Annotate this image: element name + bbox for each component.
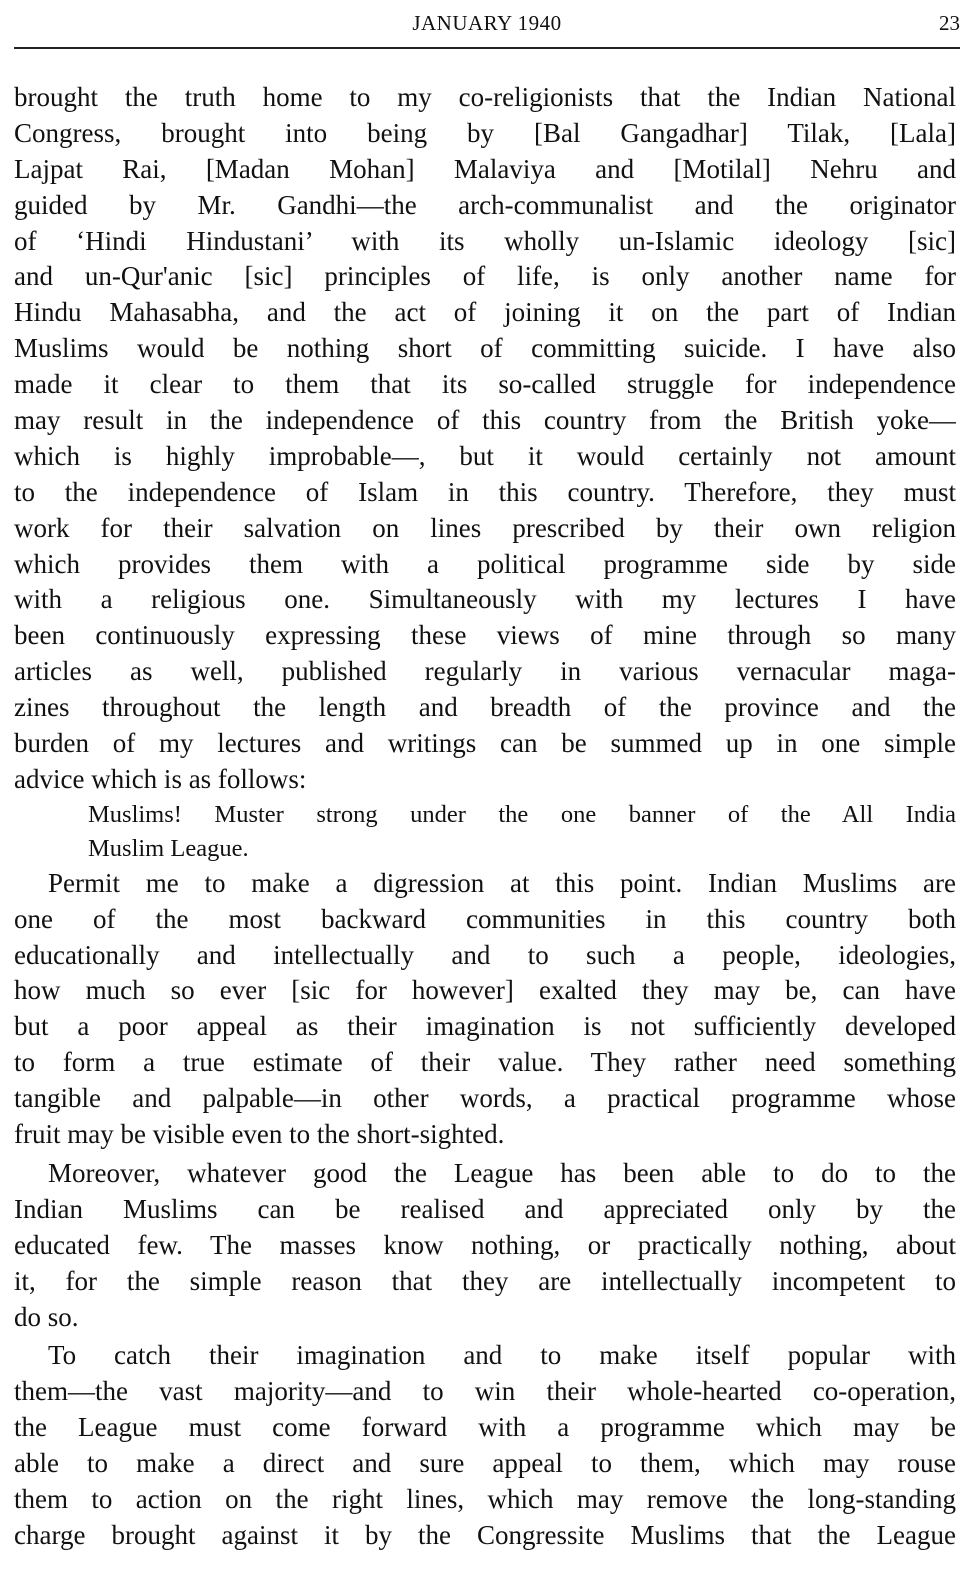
paragraph-2: [14, 866, 956, 1153]
header-rule: [14, 47, 960, 49]
text-line: one of the most backward communities in this country both: [14, 903, 956, 934]
text-line: how much so ever [sic for however] exalted they may be, can have: [14, 975, 956, 1006]
text-line: advice which is as follows:: [14, 763, 307, 794]
page-number: 23: [939, 11, 960, 35]
text-line: but a poor appeal as their imagination is not sufficiently developed: [14, 1011, 956, 1042]
text-line: with a religious one. Simultaneously with my lectures I have: [14, 584, 956, 615]
text-line: Lajpat Rai, [Madan Mohan] Malaviya and [Motilal] Nehru and: [14, 153, 956, 184]
text-line: articles as well, published regularly in various vernacular maga-: [14, 656, 956, 687]
text-line: tangible and palpable—in other words, a practical programme whose: [14, 1083, 956, 1114]
text-line: fruit may be visible even to the short-sighted.: [14, 1119, 505, 1150]
text-line: educationally and intellectually and to such a people, ideologies,: [14, 939, 956, 970]
text-line: educated few. The masses know nothing, or practically nothing, about: [14, 1229, 956, 1260]
text-line: To catch their imagination and to make itself popular with: [48, 1340, 956, 1371]
block-quote: [14, 798, 956, 866]
text-line: charge brought against it by the Congressite Muslims that the League: [14, 1519, 956, 1550]
text-line: brought the truth home to my co-religionists that the Indian National: [14, 82, 956, 112]
text-line: them to action on the right lines, which may remove the long-standing: [14, 1483, 956, 1514]
text-line: work for their salvation on lines prescribed by their own religion: [14, 512, 956, 543]
text-line: Muslims would be nothing short of committing suicide. I have also: [14, 333, 956, 364]
text-line: and un-Qur'anic [sic] principles of life, is only another name for: [14, 261, 956, 292]
paragraph-1: [14, 80, 956, 798]
quote-line: Muslims! Muster strong under the one banner of the All India: [88, 800, 956, 828]
quote-line: Muslim League.: [88, 834, 249, 862]
paragraph-4: [14, 1338, 956, 1553]
text-line: guided by Mr. Gandhi—the arch-communalist and the originator: [14, 189, 956, 220]
text-line: the League must come forward with a programme which may be: [14, 1412, 956, 1443]
text-line: been continuously expressing these views of mine through so many: [14, 620, 956, 651]
text-line: to form a true estimate of their value. They rather need something: [14, 1047, 956, 1078]
text-line: zines throughout the length and breadth of the province and the: [14, 692, 956, 723]
text-line: which is highly improbable—, but it would certainly not amount: [14, 440, 956, 471]
running-head: [14, 8, 960, 38]
text-line: Congress, brought into being by [Bal Gangadhar] Tilak, [Lala]: [14, 117, 956, 148]
text-line: Moreover, whatever good the League has been able to do to the: [48, 1157, 956, 1188]
text-line: may result in the independence of this country from the British yoke—: [14, 405, 956, 436]
body-text: [14, 80, 956, 1554]
text-line: Permit me to make a digression at this point. Indian Muslims are: [48, 867, 956, 898]
text-line: it, for the simple reason that they are intellectually incompetent to: [14, 1265, 956, 1296]
paragraph-3: [14, 1156, 956, 1335]
text-line: Hindu Mahasabha, and the act of joining it on the part of Indian: [14, 297, 956, 328]
text-line: Indian Muslims can be realised and appreciated only by the: [14, 1193, 956, 1224]
text-line: do so.: [14, 1301, 79, 1332]
text-line: to the independence of Islam in this country. Therefore, they must: [14, 476, 956, 507]
text-line: which provides them with a political programme side by side: [14, 548, 956, 579]
text-line: burden of my lectures and writings can be summed up in one simple: [14, 728, 956, 759]
text-line: them—the vast majority—and to win their whole-hearted co-operation,: [14, 1376, 956, 1407]
running-title: JANUARY 1940: [412, 11, 562, 35]
text-line: able to make a direct and sure appeal to them, which may rouse: [14, 1448, 956, 1479]
text-line: of ‘Hindi Hindustani’ with its wholly un-Islamic ideology [sic]: [14, 225, 956, 256]
text-line: made it clear to them that its so-called struggle for independence: [14, 369, 956, 400]
